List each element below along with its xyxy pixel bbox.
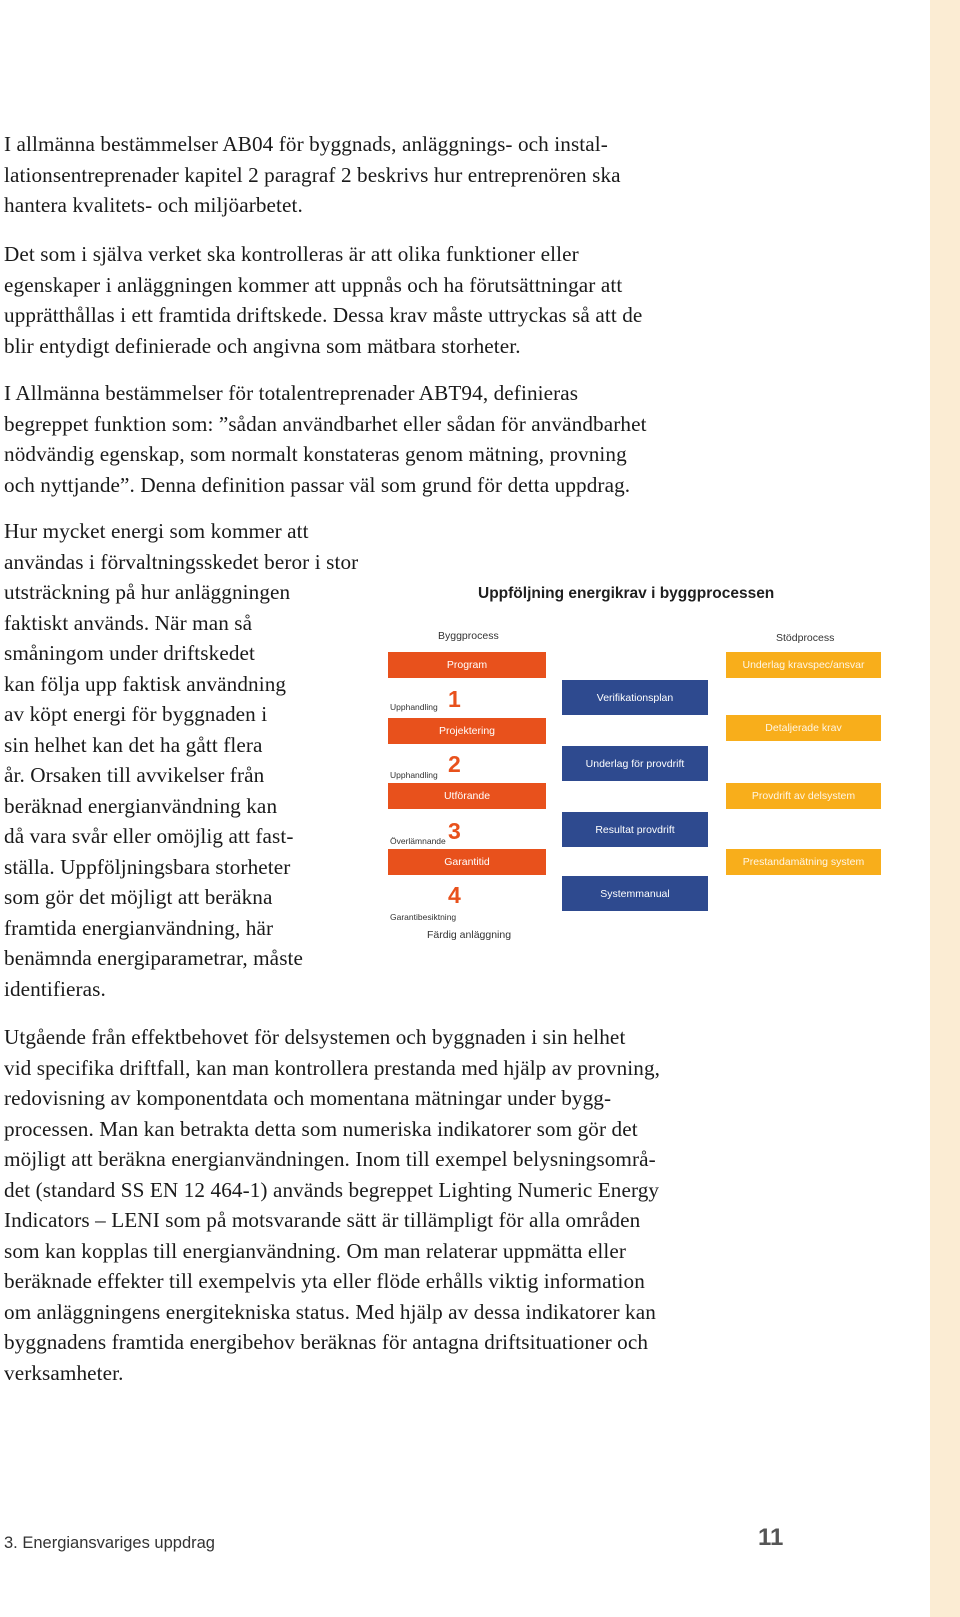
text-line: byggnadens framtida energibehov beräknas för antagna driftsituationer och xyxy=(4,1330,649,1354)
diagram-title: Uppföljning energikrav i byggprocessen xyxy=(478,585,775,602)
milestone-label-garantibesiktning: Garantibesiktning xyxy=(390,912,457,922)
text-line: begreppet funktion som: ”sådan användbarhet eller sådan för användbarhet xyxy=(4,411,647,436)
paragraph-abt94 xyxy=(4,378,794,500)
support-underlag-kravspec: Underlag kravspec/ansvar xyxy=(726,652,881,678)
page-edge-stripe xyxy=(930,0,960,1617)
milestone-label-upphandling-2: Upphandling xyxy=(390,770,438,780)
text-line: Indicators – LENI som på motsvarande sätt är tillämpligt för alla områden xyxy=(4,1208,641,1232)
text-line: identifieras. xyxy=(4,976,106,1001)
support-prestandamatning: Prestandamätning system xyxy=(726,849,881,875)
text-line: egenskaper i anläggningen kommer att uppnås och ha förutsättningar att xyxy=(4,272,623,297)
step-projektering: Projektering xyxy=(388,718,546,744)
text-line: småningom under driftskedet xyxy=(4,641,256,665)
text-line: I allmänna bestämmelser AB04 för byggnads, anläggnings- och instal- xyxy=(4,132,608,156)
milestone-number-2: 2 xyxy=(448,751,461,777)
text-line: Utgående från effektbehovet för delsystemen och byggnaden i sin helhet xyxy=(4,1025,626,1049)
text-line: nödvändig egenskap, som normalt konstateras genom mätning, provning xyxy=(4,442,627,466)
footer-section-title: 3. Energiansvariges uppdrag xyxy=(4,1534,215,1552)
text-line: av köpt energi för byggnaden i xyxy=(4,702,268,726)
item-systemmanual: Systemmanual xyxy=(562,876,708,911)
text-line: redovisning av komponentdata och momentana mätningar under bygg- xyxy=(4,1086,612,1110)
milestone-number-1: 1 xyxy=(448,686,461,712)
text-line: då vara svår eller omöjlig att fast- xyxy=(4,824,294,848)
paragraph-indicators xyxy=(4,1022,794,1388)
milestone-number-4: 4 xyxy=(448,882,461,908)
milestone-label-overlamnande: Överlämnande xyxy=(390,836,446,846)
end-label-fardig-anlaggning: Färdig anläggning xyxy=(427,929,512,941)
step-garantitid: Garantitid xyxy=(388,849,546,875)
item-verifikationsplan: Verifikationsplan xyxy=(562,680,708,715)
paragraph-ab04 xyxy=(4,129,794,221)
paragraph-energy-usage xyxy=(4,516,444,1004)
text-line: som kan kopplas till energianvändning. Om man relaterar uppmätta eller xyxy=(4,1238,627,1263)
text-line: beräknade effekter till exempelvis yta eller flöde erhålls viktig information xyxy=(4,1269,645,1293)
text-line: kan följa upp faktisk användning xyxy=(4,671,287,696)
text-line: utsträckning på hur anläggningen xyxy=(4,580,291,604)
text-line: ställa. Uppföljningsbara storheter xyxy=(4,854,291,879)
milestone-label-upphandling-1: Upphandling xyxy=(390,702,438,712)
text-line: I Allmänna bestämmelser för totalentreprenader ABT94, definieras xyxy=(4,381,579,405)
text-line: Det som i själva verket ska kontrolleras är att olika funktioner eller xyxy=(4,242,579,266)
text-line: sin helhet kan det ha gått flera xyxy=(4,732,263,757)
item-underlag-provdrift: Underlag för provdrift xyxy=(562,746,708,781)
text-line: möjligt att beräkna energianvändningen. Inom till exempel belysningsområ- xyxy=(4,1147,656,1171)
step-program: Program xyxy=(388,652,546,678)
text-line: framtida energianvändning, här xyxy=(4,915,274,940)
text-line: faktiskt används. När man så xyxy=(4,610,253,635)
text-line: blir entydigt definierade och angivna som mätbara storheter. xyxy=(4,333,521,358)
heading-stodprocess: Stödprocess xyxy=(776,632,835,644)
heading-byggprocess: Byggprocess xyxy=(438,630,499,642)
support-detaljerade-krav: Detaljerade krav xyxy=(726,715,881,741)
text-line: Hur mycket energi som kommer att xyxy=(4,519,309,543)
text-line: det (standard SS EN 12 464-1) används begreppet Lighting Numeric Energy xyxy=(4,1177,660,1202)
support-provdrift-delsystem: Provdrift av delsystem xyxy=(726,783,881,809)
text-line: och nyttjande”. Denna definition passar väl som grund för detta uppdrag. xyxy=(4,472,631,497)
step-utforande: Utförande xyxy=(388,783,546,809)
text-line: om anläggningens energitekniska status. Med hjälp av dessa indikatorer kan xyxy=(4,1299,656,1324)
text-line: beräknad energianvändning kan xyxy=(4,793,278,818)
text-line: hantera kvalitets- och miljöarbetet. xyxy=(4,193,303,217)
text-line: vid specifika driftfall, kan man kontrollera prestanda med hjälp av provning, xyxy=(4,1055,661,1080)
text-line: användas i förvaltningsskedet beror i stor xyxy=(4,549,359,574)
text-line: processen. Man kan betrakta detta som numeriska indikatorer som gör det xyxy=(4,1116,638,1141)
text-line: upprätthållas i ett framtida driftskede. Dessa krav måste uttryckas så att de xyxy=(4,303,643,327)
text-line: benämnda energiparametrar, måste xyxy=(4,946,304,970)
text-line: som gör det möjligt att beräkna xyxy=(4,885,273,909)
page-number: 11 xyxy=(758,1524,784,1551)
milestone-number-3: 3 xyxy=(448,818,461,844)
text-line: verksamheter. xyxy=(4,1360,124,1385)
item-resultat-provdrift: Resultat provdrift xyxy=(562,812,708,847)
text-line: år. Orsaken till avvikelser från xyxy=(4,763,265,787)
paragraph-control-requirements xyxy=(4,239,794,361)
text-line: lationsentreprenader kapitel 2 paragraf 2 beskrivs hur entreprenören ska xyxy=(4,162,621,187)
